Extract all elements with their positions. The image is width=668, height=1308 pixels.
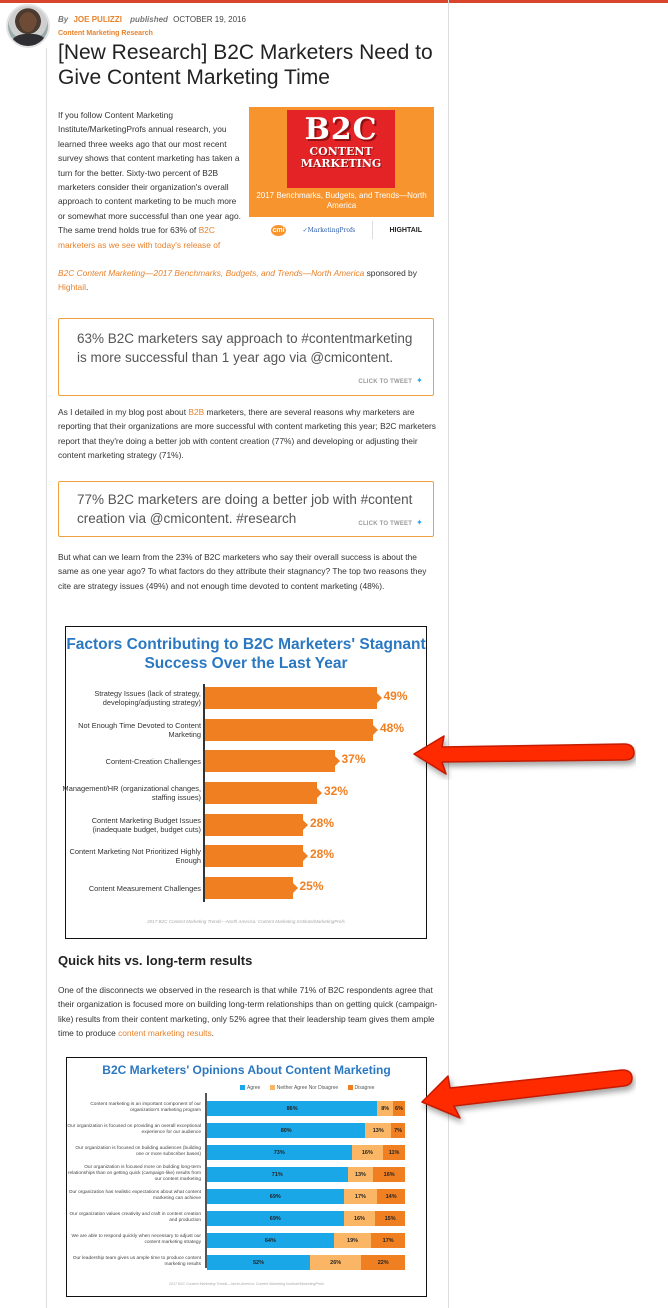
bar-segment-agree: 52%: [207, 1255, 310, 1270]
bar: [205, 687, 377, 709]
bar: [205, 719, 373, 741]
stacked-bar: [207, 1189, 405, 1204]
bar-category-label: Our organization is focused more on building long-term relationships than on getting quick (campaign-like) results from our content marketing: [67, 1165, 201, 1182]
stacked-bar-row: [67, 1121, 427, 1139]
tweet-quote: 77% B2C marketers are doing a better job with #content creation via @cmicontent. #research: [77, 492, 413, 526]
bar-segment-disagree: 16%: [373, 1167, 405, 1182]
legend-swatch-neutral: [270, 1085, 275, 1090]
bar-segment-agree: 73%: [207, 1145, 352, 1160]
avatar-face: [20, 12, 36, 32]
bar-category-label: Strategy Issues (lack of strategy, developing/adjusting strategy): [94, 689, 201, 707]
click-to-tweet-button[interactable]: [358, 518, 423, 527]
click-to-tweet-button[interactable]: [358, 376, 423, 385]
cover-red-box: [287, 110, 395, 188]
opinions-stacked-chart[interactable]: [66, 1057, 427, 1297]
section-heading: Quick hits vs. long-term results: [58, 953, 253, 968]
bar-segment-disagree: 7%: [391, 1123, 405, 1138]
chart-legend: [232, 1085, 375, 1091]
chart-source: 2017 B2C Content Marketing Trends—North America: Content Marketing Institute/MarketingProfs: [169, 1282, 324, 1286]
reasons-paragraph: [58, 405, 438, 463]
cover-marketing: MARKETING: [300, 157, 382, 170]
report-cover-image[interactable]: [249, 107, 434, 217]
intro-paragraph: [58, 108, 243, 252]
bar-segment-agree: 69%: [207, 1211, 344, 1226]
avatar-shirt: [12, 34, 46, 48]
bar-category-label: Our organization has realistic expectations about what content marketing can achieve: [68, 1190, 201, 1201]
bar: [205, 814, 303, 836]
stacked-bar-row: [67, 1253, 427, 1271]
bar-segment-agree: 86%: [207, 1101, 377, 1116]
bar-category-label: Content Marketing Budget Issues (inadequate budget, budget cuts): [91, 816, 201, 834]
bar-segment-agree: 71%: [207, 1167, 348, 1182]
bar: [205, 877, 293, 899]
bar-segment-neither: 16%: [344, 1211, 376, 1226]
bar-segment-neither: 8%: [377, 1101, 393, 1116]
chart-title: B2C Marketers' Opinions About Content Marketing: [102, 1063, 391, 1077]
hightail-link[interactable]: Hightail: [58, 282, 86, 293]
legend-swatch-agree: [240, 1085, 245, 1090]
bar-segment-neither: 17%: [344, 1189, 378, 1204]
bar-segment-neither: 16%: [352, 1145, 384, 1160]
bar-category-label: Our leadership team gives us ample time to produce content marketing results: [72, 1256, 201, 1267]
bar-category-label: Management/HR (organizational changes, staffing issues): [62, 784, 201, 802]
tweet-quote: 63% B2C marketers say approach to #contentmarketing is more successful than 1 year ago via @cmicontent.: [77, 331, 413, 365]
bar-value-label: 49%: [383, 689, 408, 703]
legend-neutral: Neither Agree Nor Disagree: [276, 1085, 339, 1091]
bar-category-label: Our organization values creativity and craft in content creation and production: [69, 1212, 201, 1223]
legend-disagree: Disagree: [354, 1085, 375, 1091]
bar-segment-agree: 80%: [207, 1123, 365, 1138]
click-to-tweet-label: CLICK TO TWEET: [358, 521, 413, 527]
chart-bar-row: [66, 747, 426, 775]
period: .: [85, 282, 89, 293]
stagnancy-paragraph: But what can we learn from the 23% of B2C marketers who say their overall success is about the same as one year ago? To what factors do they attribute their stagnancy? The top two reasons they cite are strategy issues (49%) and not enough time devoted to content marketing (48%).: [58, 552, 427, 591]
cover-b2c: B2C: [304, 112, 378, 147]
content-marketing-results-link[interactable]: content marketing results: [118, 1028, 212, 1039]
bar-segment-neither: 19%: [334, 1233, 372, 1248]
byline: [58, 15, 246, 24]
bar-category-label: We are able to respond quickly when necessary to adjust our content marketing strategy: [71, 1234, 201, 1245]
content-left-rule: [46, 48, 47, 1308]
bar-segment-disagree: 15%: [375, 1211, 405, 1226]
bar-segment-disagree: 11%: [383, 1145, 405, 1160]
bar-segment-disagree: 22%: [361, 1255, 405, 1270]
bar-category-label: Content Measurement Challenges: [88, 883, 201, 893]
b2c-report-link[interactable]: B2C marketers as we see with today's release of: [58, 225, 221, 250]
reasons-text-post: marketers, there are several reasons why marketers are reporting that their organizations are more successful with content marketing this year; B2C marketers report that they're doing a better job with content creation (77%) and developing or adjusting their content marketing strategy (71%).: [58, 407, 436, 461]
bar-value-label: 37%: [341, 752, 366, 766]
stacked-bar: [207, 1101, 405, 1116]
report-title-link[interactable]: B2C Content Marketing—2017 Benchmarks, Budgets, and Trends—North America: [58, 268, 365, 278]
author-link[interactable]: JOE PULIZZI: [73, 15, 122, 24]
reasons-text-pre: As I detailed in my blog post about: [58, 407, 189, 417]
stacked-bar-row: [67, 1187, 427, 1205]
chart-bar-row: [62, 779, 426, 807]
bar-category-label: Content-Creation Challenges: [105, 756, 201, 766]
legend-swatch-disagree: [348, 1085, 353, 1090]
bar: [205, 782, 317, 804]
bar-value-label: 32%: [324, 784, 349, 798]
twitter-bird-icon: ✦: [416, 518, 423, 527]
factors-bar-chart[interactable]: [62, 626, 427, 939]
stacked-bar: [207, 1167, 405, 1182]
chart-bar-row: [66, 684, 426, 712]
stacked-bar-row: [67, 1209, 427, 1227]
byline-by: By: [58, 15, 69, 24]
stacked-bar-row: [67, 1143, 427, 1161]
bar-category-label: Content Marketing Not Prioritized Highly Enough: [69, 847, 201, 865]
stacked-bar: [207, 1145, 405, 1160]
twitter-bird-icon: ✦: [416, 376, 423, 385]
bar-category-label: Not Enough Time Devoted to Content Marketing: [78, 721, 201, 739]
stacked-bar: [207, 1233, 405, 1248]
sponsor-logos: [249, 218, 434, 242]
click-to-tweet-box-1[interactable]: [58, 318, 434, 396]
byline-published: published: [130, 15, 168, 24]
article-title: [New Research] B2C Marketers Need to Give Content Marketing Time: [58, 41, 433, 89]
top-accent-bar: [0, 0, 668, 3]
chart-bar-row: [66, 842, 426, 870]
chart-bar-row: [66, 811, 426, 839]
sponsored-by-text: sponsored by: [364, 268, 417, 278]
bar-value-label: 28%: [310, 847, 335, 861]
category-link[interactable]: Content Marketing Research: [58, 30, 153, 37]
bar-segment-agree: 64%: [207, 1233, 334, 1248]
intro-text: If you follow Content Marketing Institute/MarketingProfs annual research, you learned three weeks ago that our most recent survey shows that content marketing has taken a turn for the better. Sixty-two percent of B2B marketers consider their organization's overall approach to content marketing to be much more or somewhat more successful than one year ago. The same trend holds true for 63% of: [58, 110, 241, 236]
bar-segment-disagree: 14%: [377, 1189, 405, 1204]
bar-value-label: 48%: [380, 721, 405, 735]
cover-subtitle: 2017 Benchmarks, Budgets, and Trends—North America: [256, 191, 427, 210]
bar: [205, 750, 335, 772]
click-to-tweet-box-2[interactable]: [58, 481, 434, 537]
author-avatar[interactable]: [6, 4, 50, 48]
bar-category-label: Content marketing is an important component of our organization's marketing program: [90, 1102, 201, 1113]
stacked-bar-row: [67, 1165, 427, 1183]
bar-category-label: Our organization is focused on providing an overall exceptional experience for our audience: [67, 1124, 201, 1135]
bar-segment-neither: 26%: [310, 1255, 361, 1270]
bar-segment-agree: 69%: [207, 1189, 344, 1204]
stacked-bar-row: [67, 1099, 427, 1117]
bar-segment-disagree: 17%: [371, 1233, 405, 1248]
stacked-bar: [207, 1123, 405, 1138]
stacked-bar: [207, 1255, 405, 1270]
cmi-logo-icon: cmi: [272, 226, 285, 234]
intro-paragraph-tail: [58, 266, 438, 295]
chart-source: 2017 B2C Content Marketing Trends—North America: Content Marketing Institute/MarketingProfs: [147, 919, 345, 924]
hightail-logo: HIGHTAIL: [389, 226, 422, 234]
chart-bar-row: [66, 716, 426, 744]
red-arrow-annotation-2: [414, 1064, 636, 1126]
period: .: [211, 1028, 214, 1039]
logo-divider: [372, 221, 373, 239]
b2b-link[interactable]: B2B: [188, 407, 205, 417]
bar-segment-disagree: 6%: [393, 1101, 405, 1116]
bar-value-label: 25%: [299, 879, 324, 893]
chart-title: Factors Contributing to B2C Marketers' Stagnant Success Over the Last Year: [66, 636, 426, 672]
legend-agree: Agree: [247, 1085, 261, 1091]
disconnect-paragraph: [58, 983, 438, 1041]
stacked-bar: [207, 1211, 405, 1226]
cover-content: CONTENT: [309, 145, 373, 158]
disconnect-text: One of the disconnects we observed in the research is that while 71% of B2C respondents agree that their organization is focused more on building long-term relationships than on getting quick (campaign-like) results from their content marketing, only 52% agree that their leadership team gives them ample time to produce: [58, 985, 438, 1039]
bar: [205, 845, 303, 867]
red-arrow-annotation-1: [406, 730, 636, 780]
marketingprofs-logo: ✓MarketingProfs: [302, 226, 356, 234]
stacked-bar-row: [67, 1231, 427, 1249]
click-to-tweet-label: CLICK TO TWEET: [358, 379, 413, 385]
chart-bar-row: [66, 874, 426, 902]
bar-segment-neither: 13%: [365, 1123, 391, 1138]
bar-segment-neither: 13%: [348, 1167, 374, 1182]
bar-category-label: Our organization is focused on building audiences (building one or more subscriber bases): [75, 1146, 201, 1157]
publish-date: OCTOBER 19, 2016: [173, 15, 246, 24]
bar-value-label: 28%: [310, 816, 335, 830]
